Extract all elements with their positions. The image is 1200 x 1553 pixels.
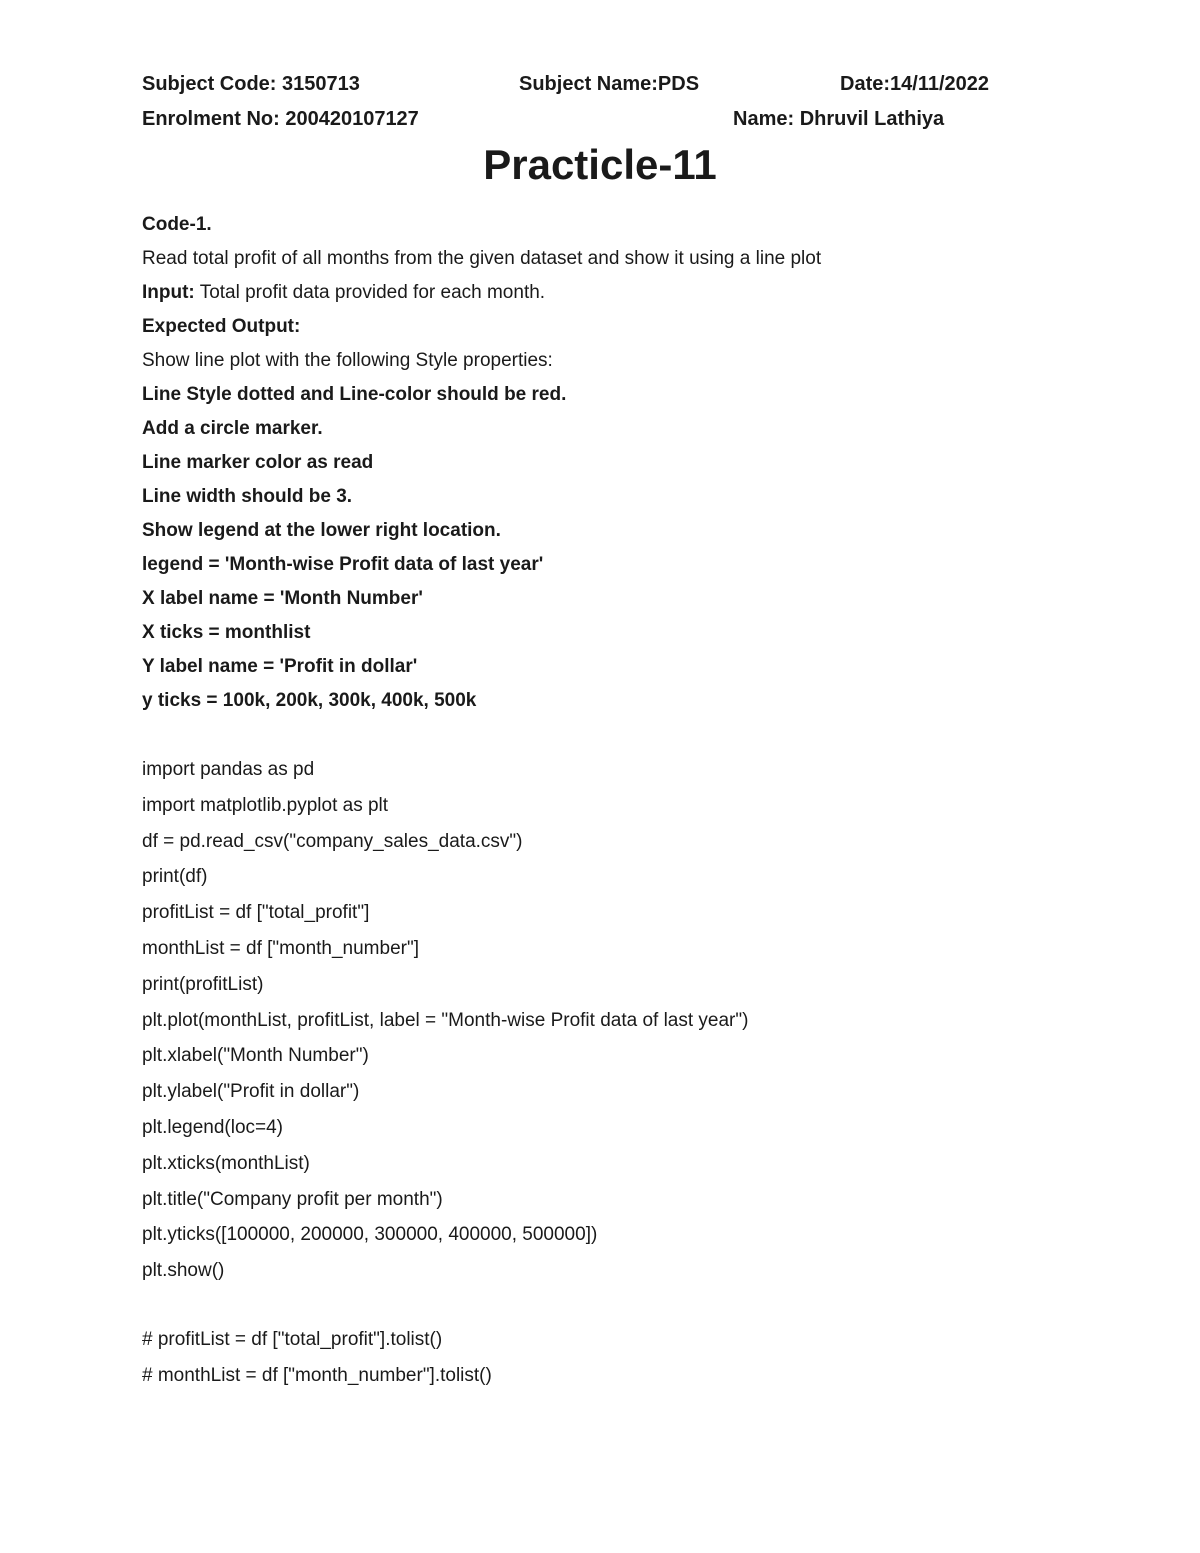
comment-line: # profitList = df ["total_profit"].tolist() xyxy=(142,1329,443,1350)
requirement-item: Line width should be 3. xyxy=(142,486,353,507)
code-block xyxy=(142,752,1142,1289)
code-line: profitList = df ["total_profit"] xyxy=(142,902,370,924)
code-line: plt.show() xyxy=(142,1260,225,1282)
requirement-item: Add a circle marker. xyxy=(142,418,323,439)
task-description xyxy=(142,208,1142,718)
requirement-item: legend = 'Month-wise Profit data of last year' xyxy=(142,554,544,575)
requirement-item: X ticks = monthlist xyxy=(142,622,311,643)
page-title: Practicle-11 xyxy=(483,141,717,188)
description-text: Read total profit of all months from the given dataset and show it using a line plot xyxy=(142,248,822,269)
code-line: print(df) xyxy=(142,866,208,888)
code-line: plt.yticks([100000, 200000, 300000, 400000, 500000]) xyxy=(142,1224,598,1246)
requirement-item: y ticks = 100k, 200k, 300k, 400k, 500k xyxy=(142,690,477,711)
subject-code: Subject Code: 3150713 xyxy=(142,73,360,95)
student-name: Name: Dhruvil Lathiya xyxy=(733,108,945,130)
requirement-item: Y label name = 'Profit in dollar' xyxy=(142,656,418,677)
code-label: Code-1. xyxy=(142,214,212,235)
code-line: import pandas as pd xyxy=(142,759,315,780)
expected-output-label: Expected Output: xyxy=(142,316,301,337)
style-intro: Show line plot with the following Style properties: xyxy=(142,350,553,371)
input-text: Total profit data provided for each month. xyxy=(194,282,546,303)
code-line: import matplotlib.pyplot as plt xyxy=(142,794,389,816)
code-line: plt.plot(monthList, profitList, label = "Month-wise Profit data of last year") xyxy=(142,1009,749,1031)
code-line: plt.xlabel("Month Number") xyxy=(142,1045,369,1067)
code-line: plt.title("Company profit per month") xyxy=(142,1188,443,1210)
code-line: df = pd.read_csv("company_sales_data.csv") xyxy=(142,830,523,852)
date: Date:14/11/2022 xyxy=(840,73,990,95)
requirement-item: Show legend at the lower right location. xyxy=(142,520,501,541)
code-line: print(profitList) xyxy=(142,973,264,995)
comment-block xyxy=(142,1322,1142,1394)
requirement-item: X label name = 'Month Number' xyxy=(142,588,423,609)
input-line xyxy=(142,276,1142,310)
comment-line: # monthList = df ["month_number"].tolist() xyxy=(142,1365,492,1386)
code-line: plt.legend(loc=4) xyxy=(142,1116,284,1138)
code-line: plt.xticks(monthList) xyxy=(142,1152,310,1174)
code-line: plt.ylabel("Profit in dollar") xyxy=(142,1081,360,1103)
enrolment-number: Enrolment No: 200420107127 xyxy=(142,108,419,130)
input-label: Input: xyxy=(142,282,195,303)
subject-name: Subject Name:PDS xyxy=(519,73,700,95)
code-line: monthList = df ["month_number"] xyxy=(142,937,419,959)
requirement-item: Line marker color as read xyxy=(142,452,374,473)
requirement-item: Line Style dotted and Line-color should be red. xyxy=(142,384,567,405)
